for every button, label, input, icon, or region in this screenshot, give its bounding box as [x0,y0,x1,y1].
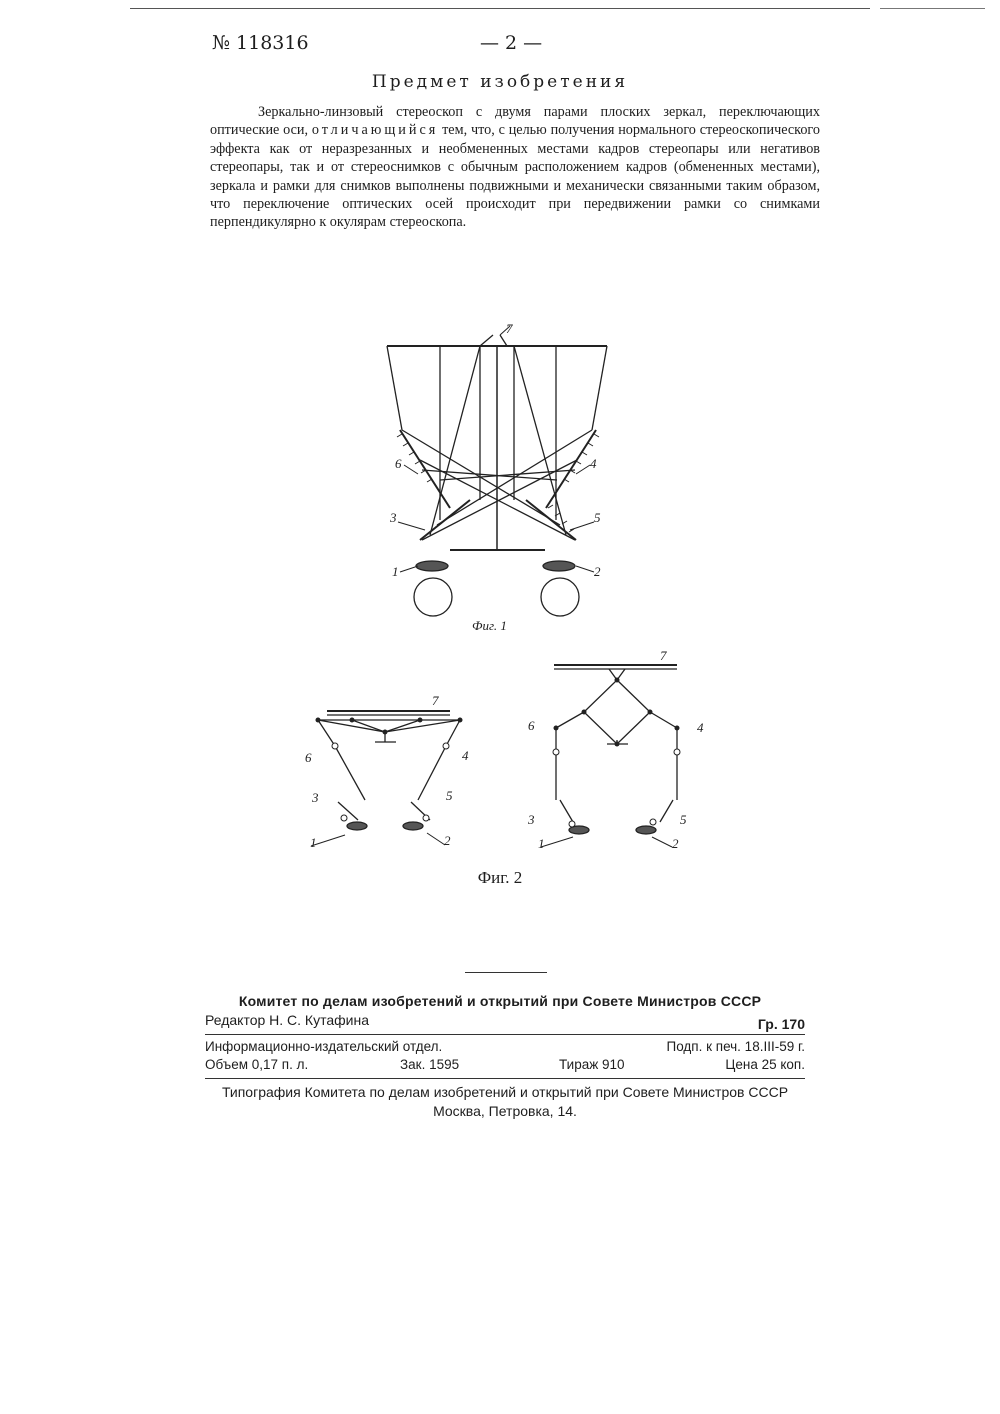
page-number: — 2 — [480,32,543,54]
claim-distinguishing-word: отличающийся [311,122,439,139]
claim-rest: тем, что, с целью получения нормального стереоскопического эффекта как от неразрезанных и необмененных местами кадров стереопары или негативов стереопары, так и от стереоснимков с обычным расположением кадров (обмененных местами), зеркала и рамки для снимков выполнены подвижными и механически связанными таким образом, что переключение оптических осей происходит при передвижении рамки со снимками перпендикулярно к окулярам стереоскопа. [210,122,820,231]
imprint-signed: Подп. к печ. 18.III-59 г. [666,1039,805,1054]
separator-rule [465,972,547,973]
imprint-row-volume [205,1057,805,1075]
fig2-left-label-6: 6 [305,750,312,765]
fig1-label-6: 6 [395,456,402,471]
fig2-right-label-6: 6 [528,718,535,733]
fig2-right-label-7: 7 [660,648,667,663]
figure-2-caption: Фиг. 2 [477,868,523,887]
fig1-label-4: 4 [590,456,597,471]
fig2-left-label-4: 4 [462,748,469,763]
section-title: Предмет изобретения [371,72,629,92]
fig2-right-label-3: 3 [528,812,535,827]
imprint-rule-2 [205,1078,805,1079]
imprint-volume: Объем 0,17 п. л. [205,1057,309,1072]
imprint-typography: Типография Комитета по делам изобретений и открытий при Совете Министров СССР [221,1084,789,1100]
fig1-label-1: 1 [392,564,399,579]
imprint-editor: Редактор Н. С. Кутафина [205,1012,369,1028]
fig2-right-label-4: 4 [697,720,704,735]
fig2-left-label-1: 1 [310,835,317,850]
imprint-price: Цена 25 коп. [725,1057,805,1072]
fig1-label-5: 5 [594,510,601,525]
imprint-address: Москва, Петровка, 14. [433,1103,577,1119]
imprint-group: Гр. 170 [757,1016,805,1032]
fig2-right-label-1: 1 [538,836,545,851]
imprint-typography-block [205,1083,805,1121]
fig2-left-label-5: 5 [446,788,453,803]
fig1-caption: Фиг. 1 [472,618,507,633]
imprint-run: Тираж 910 [559,1057,625,1072]
imprint-editor-row [205,1012,805,1032]
fig1-label-7: 7 [506,321,513,336]
patent-number: № 118316 [212,32,309,54]
imprint-row-dept [205,1039,805,1057]
claim-lead: Зеркально-линзовый стереоскоп с двумя парами плоских зеркал, переключающих оптические оси, [210,104,820,139]
imprint-dept: Информационно-издательский отдел. [205,1039,443,1054]
fig2-right-label-5: 5 [680,812,687,827]
imprint-rule-1 [205,1034,805,1035]
fig1-label-3: 3 [390,510,397,525]
imprint-order: Зак. 1595 [400,1057,460,1072]
fig2-left-label-2: 2 [444,833,451,848]
imprint-committee: Комитет по делам изобретений и открытий при Совете Министров СССР [238,993,762,1009]
fig2-right-label-2: 2 [672,836,679,851]
fig2-left-label-7: 7 [432,693,439,708]
fig2-left-label-3: 3 [312,790,319,805]
fig1-label-2: 2 [594,564,601,579]
